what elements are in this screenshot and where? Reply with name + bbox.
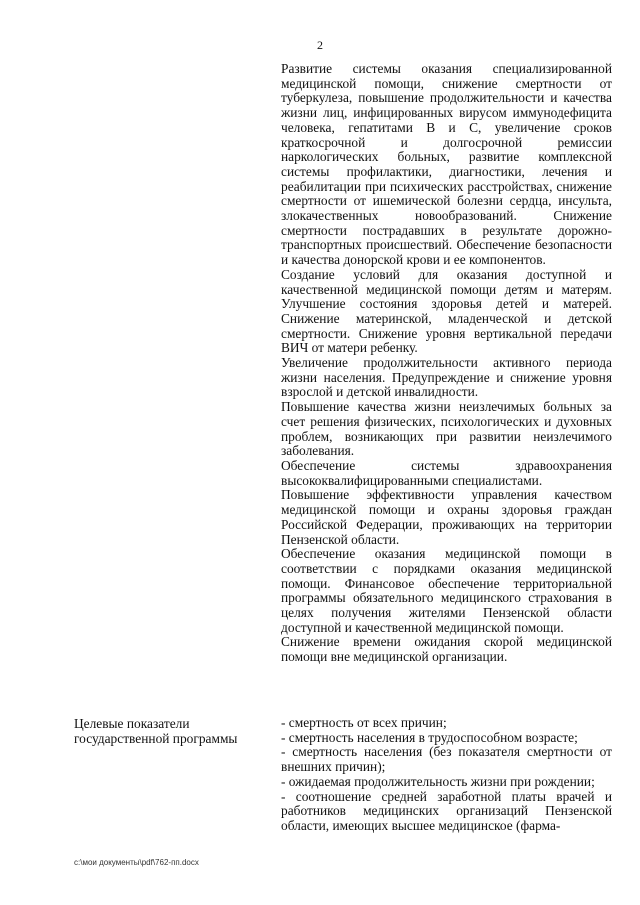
- goal-paragraph: Создание условий для оказания доступной и качественной медицинской помощи детям и матерям. Улучшение состояния здоровья детей и матерей. Снижение материнской, младенческой и детской смертности. Снижение уровня вертикальной передачи ВИЧ от матери ребенку.: [281, 266, 612, 356]
- goals-section: [281, 62, 612, 665]
- indicator-item: - ожидаемая продолжительность жизни при рождении;: [281, 773, 595, 789]
- indicator-item: - смертность населения (без показателя смертности от внешних причин);: [281, 744, 612, 775]
- goal-paragraph: Повышение эффективности управления качеством медицинской помощи и охраны здоровья граждан Российской Федерации, проживающих на территории Пензенской области.: [281, 487, 612, 547]
- indicator-item: - смертность от всех причин;: [281, 715, 447, 730]
- goal-paragraph: Обеспечение системы здравоохранения высококвалифицированными специалистами.: [281, 457, 612, 488]
- target-indicators-label: Целевые показатели государственной программы: [74, 716, 238, 746]
- goal-paragraph: Повышение качества жизни неизлечимых больных за счет решения физических, психологических и духовных проблем, возникающих при развитии неизлечимого заболевания.: [281, 399, 612, 459]
- target-indicators-list: [281, 716, 612, 834]
- goal-paragraph: Увеличение продолжительности активного периода жизни населения. Предупреждение и снижение уровня взрослой и детской инвалидности.: [281, 355, 612, 400]
- indicator-item: - соотношение средней заработной платы врачей и работников медицинских организаций Пензенской области, имеющих высшее медицинское (фарма-: [281, 788, 612, 833]
- goal-paragraph: Обеспечение оказания медицинской помощи в соответствии с порядками оказания медицинской помощи. Финансовое обеспечение территориальной программы обязательного медицинского страхования в целях получения жителями Пензенской области доступной и качественной медицинской помощи.: [281, 546, 612, 635]
- file-path-footer: c:\мои документы\pdf\762-пп.docx: [74, 858, 199, 867]
- goal-paragraph: Снижение времени ожидания скорой медицинской помощи вне медицинской организации.: [281, 634, 612, 665]
- indicator-item: - смертность населения в трудоспособном возрасте;: [281, 729, 578, 745]
- page-number: 2: [317, 38, 323, 52]
- goal-paragraph: Развитие системы оказания специализированной медицинской помощи, снижение смертности от туберкулеза, повышение продолжительности и качества жизни лиц, инфицированных вирусом иммунодефицита человека, гепатитами В и С, увеличение сроков краткосрочной и долгосрочной ремиссии наркологических больных, развитие комплексной системы профилактики, диагностики, лечения и реабилитации при психических расстройствах, снижение смертности от ишемической болезни сердца, инсульта, злокачественных новообразований. Снижение смертности пострадавших в результате дорожно-транспортных происшествий. Обеспечение безопасности и качества донорской крови и ее компонентов.: [281, 61, 612, 268]
